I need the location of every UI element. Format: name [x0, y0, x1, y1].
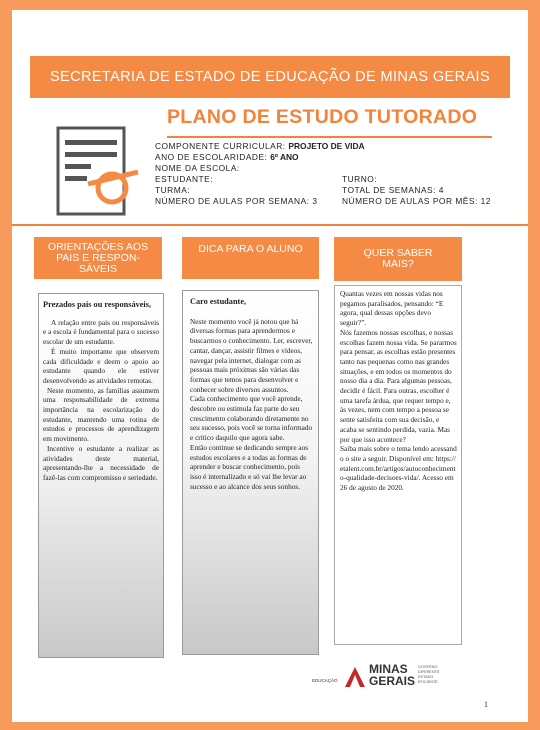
pais-paragraph-3: Neste momento, as famílias assumem uma responsabilidade de extrema importância na escolarização do estudante, mantendo uma rotina de estudos e processos de aprendizagem em movimento.	[43, 385, 159, 444]
pais-greeting: Prezados pais ou responsáveis,	[43, 300, 152, 309]
educacao-label: EDUCAÇÃO	[312, 678, 338, 683]
total-semanas: TOTAL DE SEMANAS: 4	[342, 185, 444, 195]
aluno-paragraph-2: Cada conhecimento que você aprende, descobre ou estimula faz parte do seu crescimento colaborando diretamente no seu sucesso, pois você se torna informado e crítico daquilo que agora sabe.	[190, 394, 313, 443]
page-title: PLANO DE ESTUDO TUTORADO	[167, 106, 478, 128]
aluno-paragraph-3: Então continue se dedicando sempre aos estudos escolares e a todas as formas de aprender e buscar conhecimento, pois isso é internalizado e só vai lhe levar ao sucesso e ao alcance dos seus sonhos.	[190, 442, 309, 491]
pais-paragraph-2: É muito importante que observem cada dificuldade e deem o apoio ao estudante quando ele estiver desenvolvendo as atividades remotas.	[43, 346, 159, 385]
column-aluno	[182, 290, 319, 655]
aulas-semana: NÚMERO DE AULAS POR SEMANA: 3	[155, 196, 318, 206]
title-underline	[167, 136, 492, 138]
pais-paragraph-1: A relação entre pais ou responsáveis e a escola é fundamental para o sucesso escolar de um estudante.	[43, 317, 159, 347]
section-divider	[12, 224, 528, 226]
column-pais	[38, 293, 164, 658]
escola-label: NOME DA ESCOLA:	[155, 163, 240, 173]
turno-label: TURNO:	[342, 174, 378, 184]
secretaria-text: SECRETARIA DE ESTADO DE EDUCAÇÃO DE MINAS GERAIS	[49, 69, 491, 85]
componente-value: PROJETO DE VIDA	[288, 141, 365, 151]
aulas-mes: NÚMERO DE AULAS POR MÊS: 12	[342, 196, 491, 206]
page-number: 1	[484, 700, 488, 709]
ano-value: 6º ANO	[270, 152, 299, 162]
turma-label: TURMA:	[155, 185, 191, 195]
brand-minas: MINAS	[369, 662, 408, 676]
brand-gerais: GERAIS	[369, 674, 416, 688]
column-saber	[334, 285, 462, 645]
saber-paragraph-2: Nós fazemos nossas escolhas, e nossas escolhas fazem nossa vida. Se pararmos para pensar, as escolhas estão presentes tanto nas pequenas como nas grandes situações, e em todos os momentos do nosso dia a dia. Para algumas pessoas, decidir é fácil. Para outras, escolher é uma tarefa árdua, que requer tempo e, às vezes, nem com tempo a pessoa se sente satisfeita com sua decisão, e acaba se sentindo perdida, vazia. Mas por que isso acontece?	[340, 327, 457, 444]
saber-paragraph-3: Saiba mais sobre o tema lendo acessando o site a seguir. Disponível em: https://etalent.com.br/artigos/autoconhecimento-qualidade-decisoes-vida/. Acesso em 26 de agosto de 2020.	[340, 444, 457, 493]
aluno-paragraph-1: Neste momento você já notou que há diversas formas para aprendermos e buscarmos o conhecimento. Ler, escrever, cantar, dançar, assistir filmes e vídeos, navegar pela internet, dialogar com as pessoas mais próximas são várias das formas que temos para desenvolver e conhecer sobre diversos assuntos.	[190, 316, 313, 394]
secretaria-banner	[30, 56, 510, 98]
header-pais: ORIENTAÇÕES AOS PAIS E RESPON- SÁVEIS	[34, 237, 162, 279]
componente-row: COMPONENTE CURRICULAR: PROJETO DE VIDA	[155, 141, 365, 151]
pais-paragraph-4: Incentive o estudante a realizar as atividades deste material, apresentando-lhe a necessidade de fazê-las com compromisso e seriedade.	[43, 443, 159, 482]
triangle-logo-icon	[344, 666, 366, 688]
saber-paragraph-1: Quantas vezes em nossas vidas nos pegamos paralisados, pensando: “E agora, qual dessas opções devo seguir?”.	[340, 289, 444, 328]
document-page	[12, 10, 528, 722]
header-aluno: DICA PARA O ALUNO	[182, 237, 319, 279]
aluno-greeting: Caro estudante,	[190, 297, 247, 306]
document-icon	[48, 114, 148, 222]
header-saber: QUER SABER MAIS?	[334, 237, 462, 281]
estudante-label: ESTUDANTE:	[155, 174, 214, 184]
minas-gerais-logo	[312, 660, 512, 700]
ano-row: ANO DE ESCOLARIDADE: 6º ANO	[155, 152, 299, 162]
gov-slogan: GOVERNO DIFERENTE. ESTADO EFICIENTE.	[418, 665, 441, 684]
